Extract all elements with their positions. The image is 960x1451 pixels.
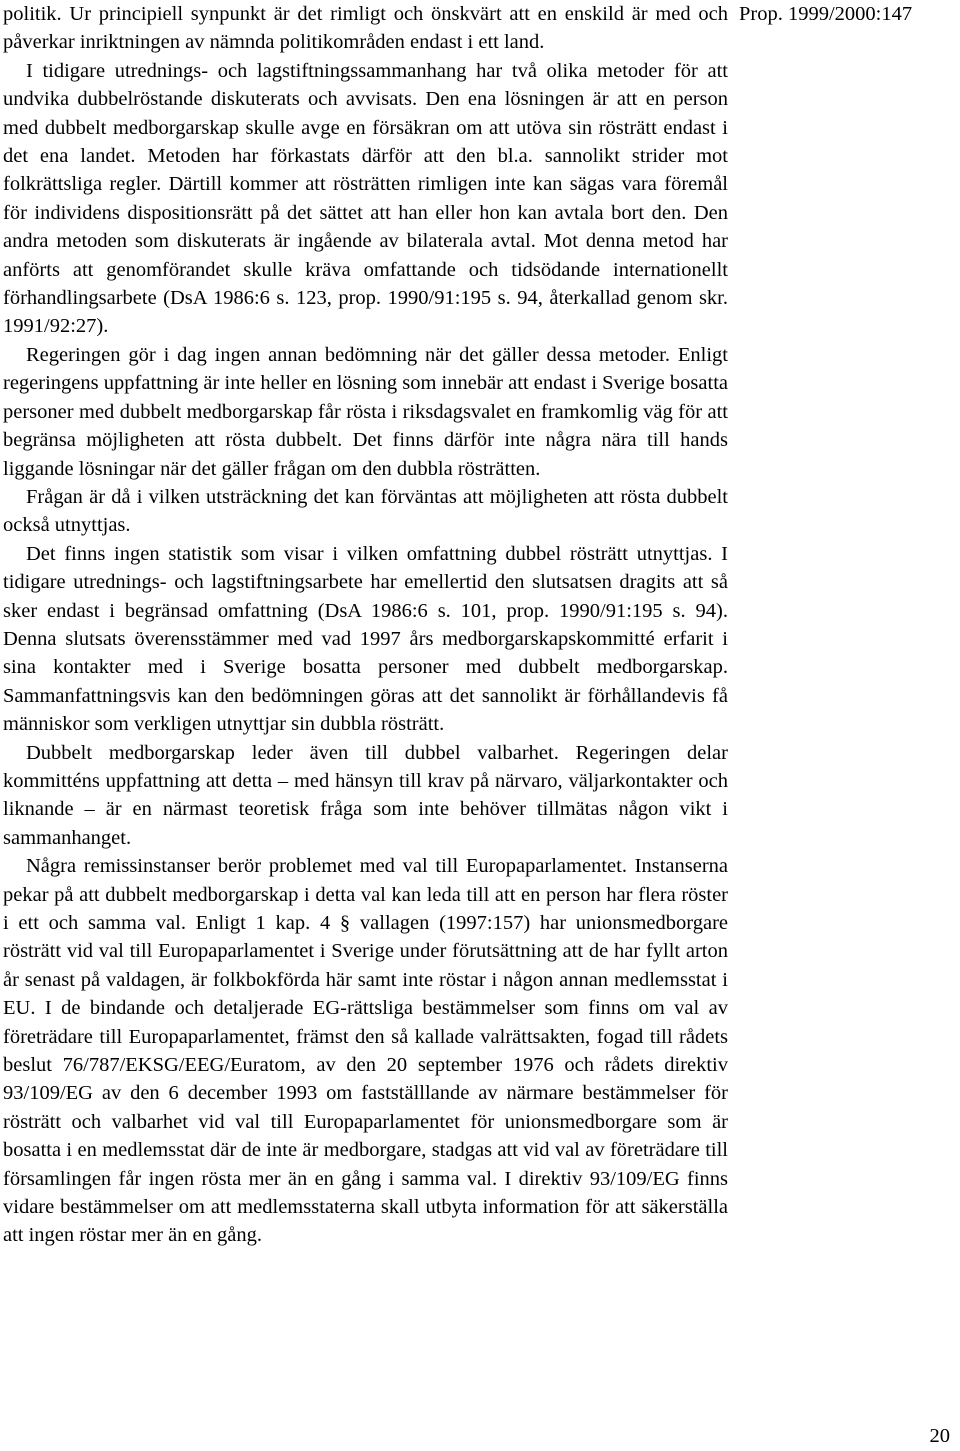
body-text <box>3 0 728 1250</box>
page-number: 20 <box>929 1425 950 1447</box>
paragraph: Frågan är då i vilken utsträckning det kan förväntas att möjligheten att rösta dubbelt också utnyttjas. <box>3 485 728 537</box>
paragraph: Det finns ingen statistik som visar i vilken omfattning dubbel rösträtt utnyttjas. I tidigare utrednings- och lagstiftningsarbete har emellertid den slutsatsen dragits att så sker endast i begränsad omfattning (DsA 1986:6 s. 101, prop. 1990/91:195 s. 94). Denna slutsats överensstämmer med vad 1997 års medborgarskapskommitté erfarit i sina kontakter med i Sverige bosatta personer med dubbelt medborgarskap. Sammanfattningsvis kan den bedömningen göras att det sannolikt är förhållandevis få människor som verkligen utnyttjar sin dubbla rösträtt. <box>3 542 728 736</box>
document-reference: Prop. 1999/2000:147 <box>739 3 913 25</box>
paragraph: politik. Ur principiell synpunkt är det rimligt och önskvärt att en enskild är med och påverkar inriktningen av nämnda politikområden endast i ett land. <box>3 3 728 54</box>
paragraph: Regeringen gör i dag ingen annan bedömning när det gäller dessa metoder. Enligt regeringens uppfattning är inte heller en lösning som innebär att endast i Sverige bosatta personer med dubbelt medborgarskap får rösta i riksdagsvalet en framkomlig väg för att begränsa möjligheten att rösta dubbelt. Det finns därför inte några nära till hands liggande lösningar när det gäller frågan om den dubbla rösträtten. <box>3 343 728 480</box>
paragraph: Dubbelt medborgarskap leder även till dubbel valbarhet. Regeringen delar kommitténs uppfattning att detta – med hänsyn till krav på närvaro, väljarkontakter och liknande – är en närmast teoretisk fråga som inte behöver tillmätas någon vikt i sammanhanget. <box>3 741 728 849</box>
paragraph: I tidigare utrednings- och lagstiftningssammanhang har två olika metoder för att undvika dubbelröstande diskuterats och avvisats. Den ena lösningen är att en person med dubbelt medborgarskap skulle avge en försäkran om att utöva sin rösträtt endast i det ena landet. Metoden har förkastats därför att den bl.a. sannolikt strider mot folkrättsliga regler. Därtill kommer att rösträtten rimligen inte kan sägas vara föremål för individens dispositionsrätt på det sättet att han eller hon kan avtala bort den. Den andra metoden som diskuterats är ingående av bilaterala avtal. Mot denna metod har anförts att genomförandet skulle kräva omfattande och tidsödande internationellt förhandlingsarbete (DsA 1986:6 s. 123, prop. 1990/91:195 s. 94, återkallad genom skr. 1991/92:27). <box>3 59 728 338</box>
paragraph: Några remissinstanser berör problemet med val till Europaparlamentet. Instanserna pekar på att dubbelt medborgarskap i detta val kan leda till att en person har flera röster i ett och samma val. Enligt 1 kap. 4 § vallagen (1997:157) har unionsmedborgare rösträtt vid val till Europaparlamentet i Sverige under förutsättning att de har fyllt arton år senast på valdagen, är folkbokförda här samt inte röstar i någon annan medlemsstat i EU. I de bindande och detaljerade EG-rättsliga bestämmelser som finns om val av företrädare till Europaparlamentet, främst den så kallade valrättsakten, fogad till rådets beslut 76/787/EKSG/EEG/Euratom, av den 20 september 1976 och rådets direktiv 93/109/EG av den 6 december 1993 om fastställlande av närmare bestämmelser för rösträtt och valbarhet vid val till Europaparlamentet för unionsmedborgare som är bosatta i en medlemsstat där de inte är medborgare, stadgas att vid val av företrädare till församlingen får ingen rösta mer än en gång i samma val. I direktiv 93/109/EG finns vidare bestämmelser om att medlemsstaterna skall utbyta information för att säkerställa att ingen röstar mer än en gång. <box>3 855 728 1247</box>
